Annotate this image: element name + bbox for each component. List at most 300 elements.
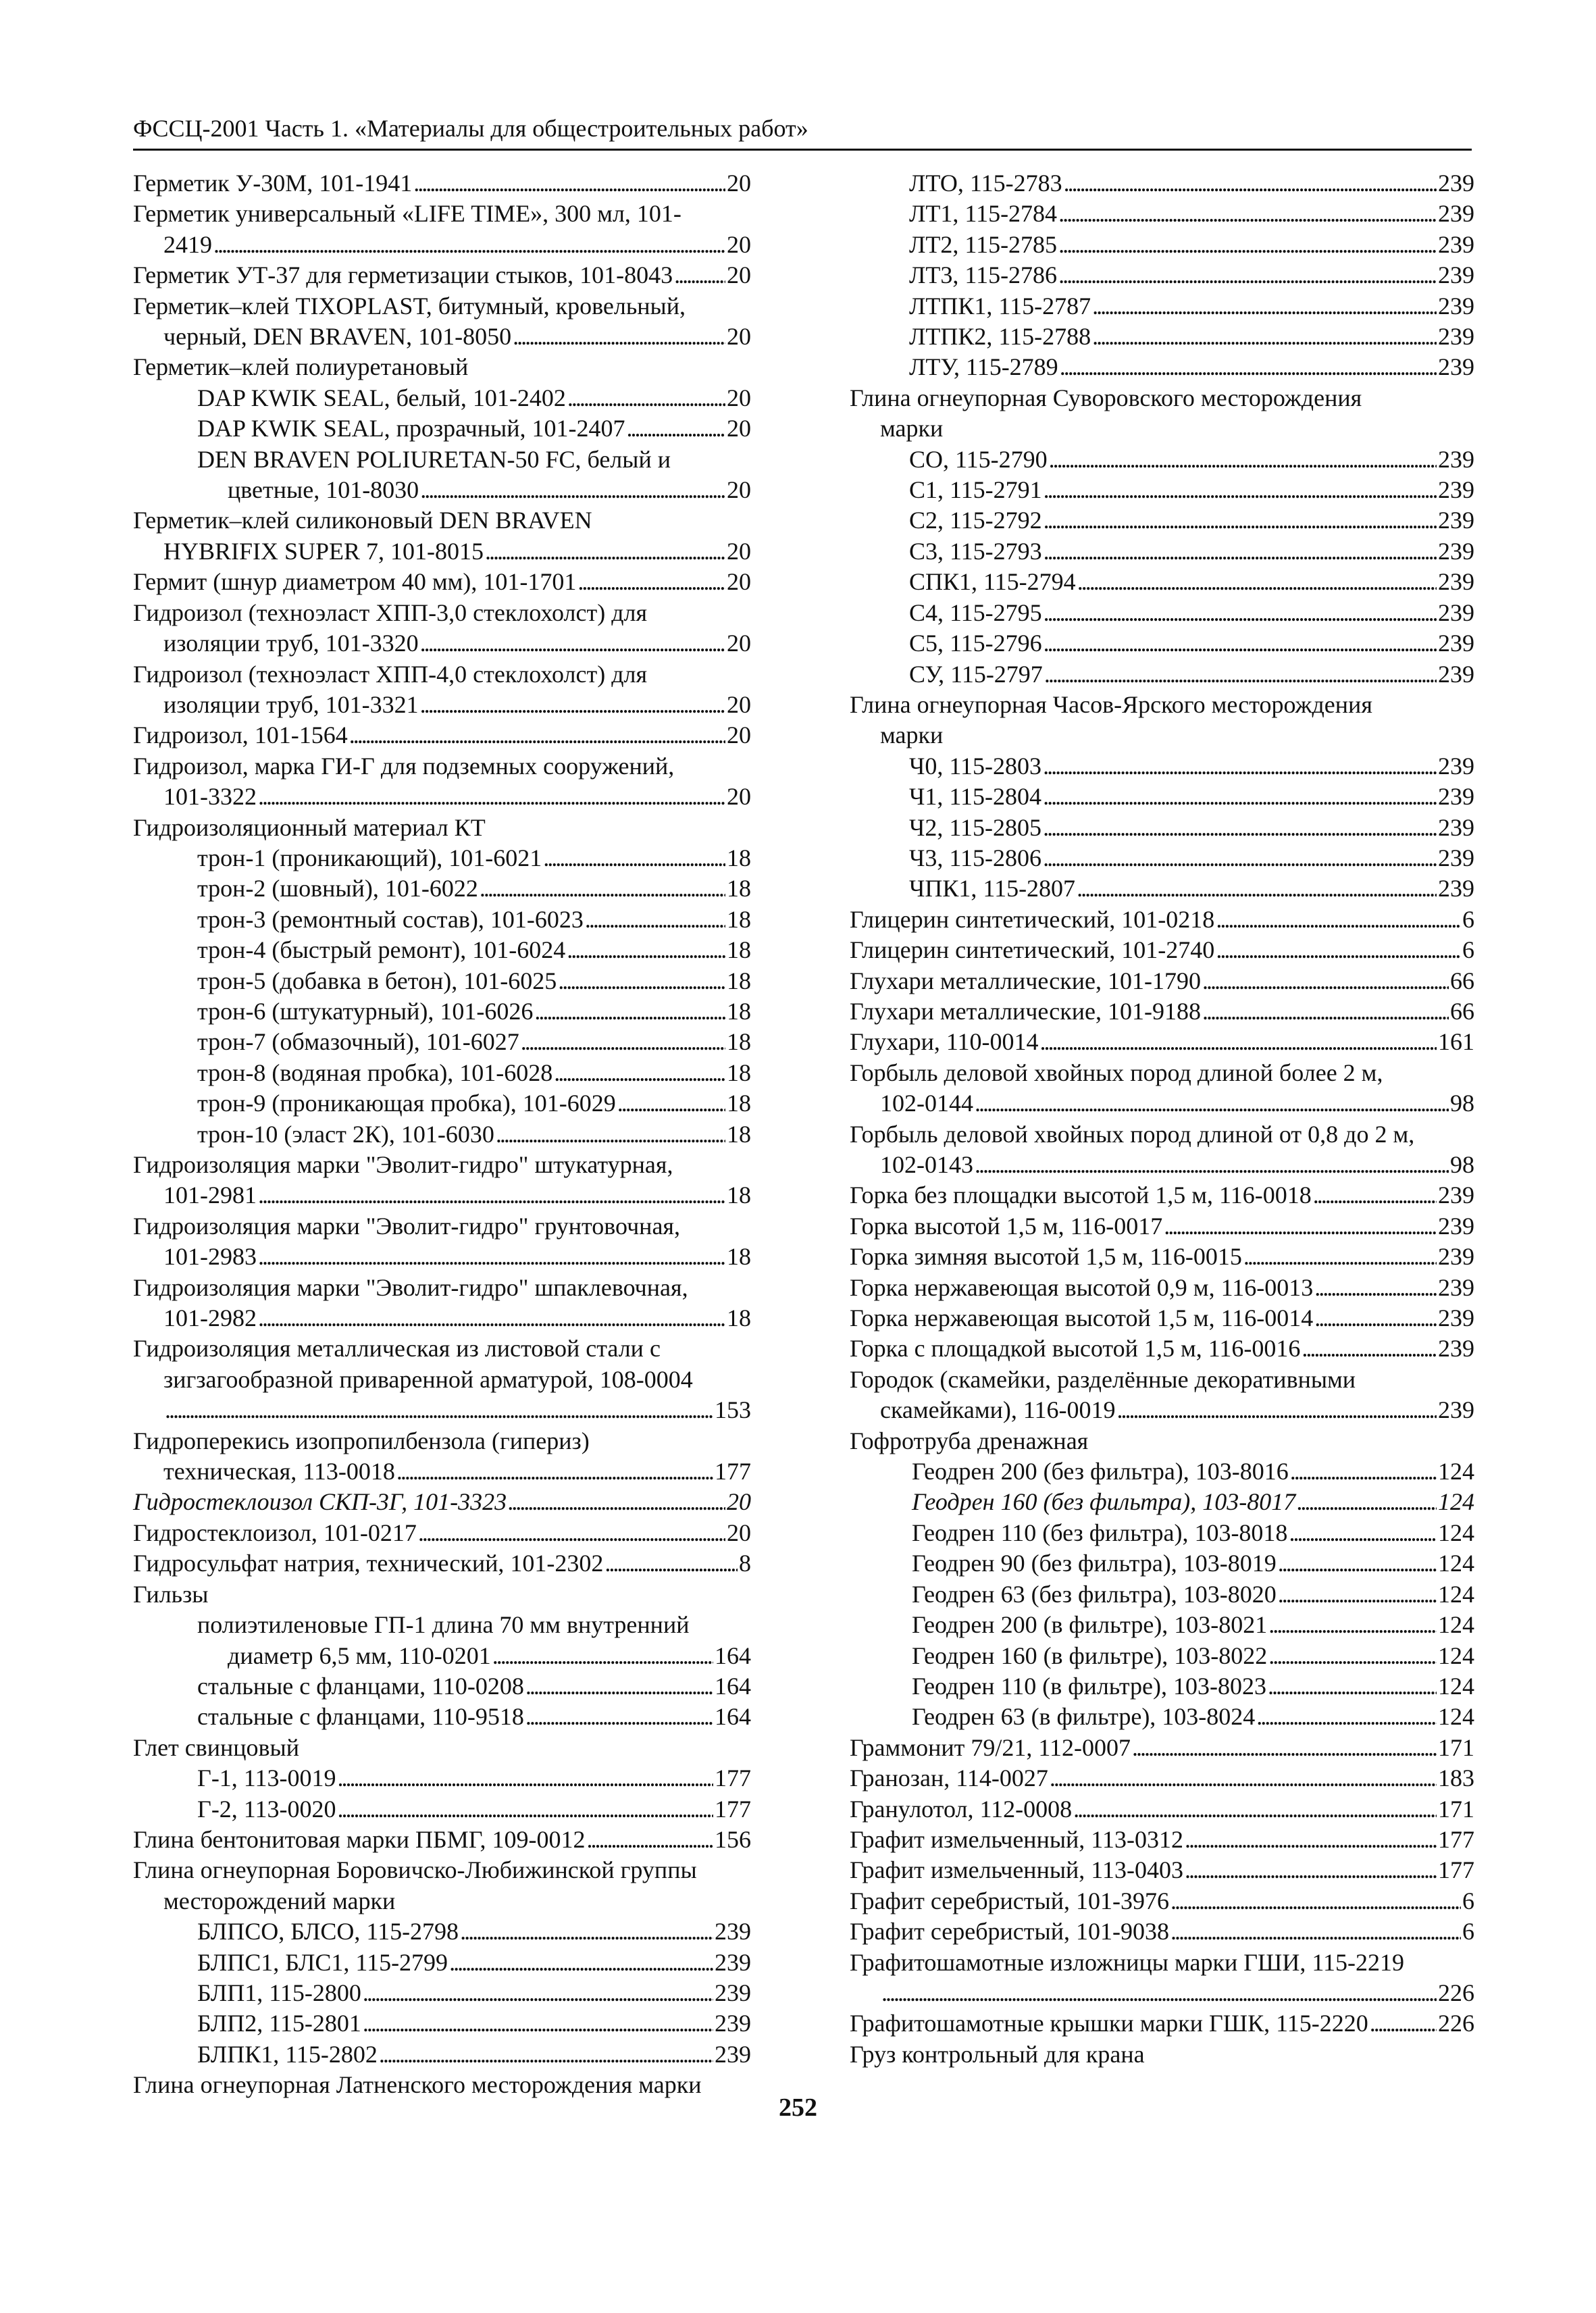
entry-line bbox=[912, 1548, 1474, 1579]
entry-page: 6 bbox=[1462, 936, 1474, 964]
entry-page: 239 bbox=[1438, 752, 1474, 780]
leader-dots bbox=[1049, 444, 1437, 475]
index-entry bbox=[850, 1426, 1474, 1456]
entry-page: 239 bbox=[1438, 630, 1474, 657]
leader-dots bbox=[1278, 1579, 1437, 1610]
entry-page: 239 bbox=[1438, 445, 1474, 473]
entry-text: Глина огнеупорная Часов-Ярского месторождения bbox=[850, 690, 1372, 718]
leader-dots bbox=[1044, 628, 1437, 659]
index-entry bbox=[850, 536, 1474, 567]
leader-dots bbox=[213, 230, 725, 260]
index-entry bbox=[133, 2039, 751, 2070]
entry-line bbox=[850, 1733, 1474, 1763]
entry-page: 124 bbox=[1438, 1642, 1474, 1669]
entry-text: Глина огнеупорная Боровичско-Любижинской группы bbox=[133, 1856, 697, 1884]
entry-line bbox=[850, 1088, 1474, 1119]
entry-page: 171 bbox=[1438, 1733, 1474, 1761]
entry-line bbox=[197, 966, 751, 996]
entry-line bbox=[909, 751, 1474, 782]
entry-text: Горка зимняя высотой 1,5 м, 116-0015 bbox=[850, 1243, 1242, 1271]
entry-line bbox=[197, 1641, 751, 1671]
entry-text: трон-3 (ремонтный состав), 101-6023 bbox=[197, 905, 584, 933]
entry-page: 177 bbox=[715, 1764, 751, 1792]
leader-dots bbox=[558, 966, 725, 996]
entry-text: Граммонит 79/21, 112-0007 bbox=[850, 1733, 1131, 1761]
entry-text: Герметик универсальный «LIFE TIME», 300 мл, 101- bbox=[133, 200, 681, 228]
entry-line bbox=[133, 813, 751, 843]
entry-page: 226 bbox=[1438, 2010, 1474, 2037]
index-entry bbox=[133, 1579, 751, 1610]
index-entry bbox=[850, 1518, 1474, 1548]
entry-text: Г-2, 113-0020 bbox=[197, 1795, 336, 1823]
entry-line bbox=[133, 322, 751, 352]
entry-text: Герметик–клей TIXOPLAST, битумный, кровельный, bbox=[133, 292, 686, 320]
entry-line bbox=[850, 935, 1474, 965]
entry-page: 239 bbox=[1438, 813, 1474, 841]
leader-dots bbox=[1243, 1242, 1437, 1272]
index-entry bbox=[850, 813, 1474, 843]
index-column-left bbox=[133, 168, 751, 2101]
entry-text: Геодрен 63 (в фильтре), 103-8024 bbox=[912, 1703, 1256, 1731]
entry-line bbox=[850, 2008, 1474, 2039]
leader-dots bbox=[534, 996, 725, 1027]
entry-text: Гранулотол, 112-0008 bbox=[850, 1795, 1073, 1823]
entry-text: Глицерин синтетический, 101-2740 bbox=[850, 936, 1215, 964]
entry-page: 66 bbox=[1450, 967, 1474, 994]
entry-page: 20 bbox=[727, 568, 751, 596]
entry-text: Горка без площадки высотой 1,5 м, 116-0018 bbox=[850, 1181, 1312, 1209]
entry-line bbox=[909, 230, 1474, 260]
leader-dots bbox=[258, 782, 725, 812]
index-entry bbox=[133, 1027, 751, 1057]
index-entry bbox=[133, 1548, 751, 1579]
entry-line bbox=[133, 1886, 751, 1916]
entry-line bbox=[909, 168, 1474, 199]
entry-text: трон-5 (добавка в бетон), 101-6025 bbox=[197, 967, 557, 994]
index-entry bbox=[133, 291, 751, 353]
entry-line bbox=[133, 260, 751, 290]
entry-page: 18 bbox=[727, 1090, 751, 1117]
index-entry bbox=[850, 2008, 1474, 2039]
entry-line bbox=[912, 1641, 1474, 1671]
entry-line bbox=[912, 1671, 1474, 1702]
leader-dots bbox=[543, 843, 725, 873]
index-entry bbox=[850, 1579, 1474, 1610]
entry-text: БЛПК1, 115-2802 bbox=[197, 2040, 378, 2068]
index-entry bbox=[133, 905, 751, 935]
entry-text: Глухари металлические, 101-1790 bbox=[850, 967, 1201, 994]
leader-dots bbox=[604, 1548, 738, 1579]
entry-text: Графит измельченный, 113-0403 bbox=[850, 1856, 1183, 1884]
entry-line bbox=[197, 1058, 751, 1088]
entry-text: полиэтиленовые ГП-1 длина 70 мм внутренний bbox=[197, 1611, 690, 1639]
entry-page: 18 bbox=[727, 1181, 751, 1209]
index-entry bbox=[133, 505, 751, 567]
index-entry bbox=[850, 659, 1474, 690]
entry-page: 18 bbox=[727, 875, 751, 903]
leader-dots bbox=[413, 168, 725, 199]
index-entry bbox=[133, 2008, 751, 2039]
leader-dots bbox=[337, 1763, 713, 1794]
entry-line bbox=[133, 1579, 751, 1610]
index-entry bbox=[850, 260, 1474, 290]
index-entry bbox=[850, 690, 1474, 751]
leader-dots bbox=[1064, 168, 1437, 199]
entry-page: 177 bbox=[715, 1458, 751, 1485]
leader-dots bbox=[485, 536, 725, 567]
entry-line bbox=[133, 1456, 751, 1487]
entry-page: 239 bbox=[1438, 170, 1474, 197]
leader-dots bbox=[567, 383, 725, 413]
index-entry bbox=[133, 751, 751, 813]
entry-page: 239 bbox=[1438, 1396, 1474, 1424]
entry-text: Городок (скамейки, разделённые декоративными bbox=[850, 1365, 1356, 1393]
entry-text: Глицерин синтетический, 101-0218 bbox=[850, 905, 1215, 933]
leader-dots bbox=[449, 1948, 713, 1978]
entry-page: 124 bbox=[1438, 1611, 1474, 1639]
entry-text: Гидросульфат натрия, технический, 101-2302 bbox=[133, 1550, 604, 1577]
entry-text: Глина бентонитовая марки ПБМГ, 109-0012 bbox=[133, 1825, 586, 1853]
entry-text: 2419 bbox=[163, 230, 212, 258]
index-entry bbox=[133, 444, 751, 506]
entry-page: 20 bbox=[727, 415, 751, 442]
entry-text: Глина огнеупорная Суворовского месторождения bbox=[850, 384, 1362, 411]
entry-text: С5, 115-2796 bbox=[909, 630, 1042, 657]
entry-page: 98 bbox=[1450, 1151, 1474, 1178]
entry-page: 124 bbox=[1438, 1580, 1474, 1608]
leader-dots bbox=[567, 935, 725, 965]
entry-line bbox=[133, 628, 751, 659]
leader-dots bbox=[1050, 1763, 1437, 1794]
index-entry bbox=[850, 782, 1474, 812]
entry-line bbox=[909, 199, 1474, 229]
entry-text: HYBRIFIX SUPER 7, 101-8015 bbox=[163, 537, 484, 565]
entry-text: DEN BRAVEN POLIURETAN-50 FC, белый и bbox=[197, 445, 671, 473]
entry-page: 177 bbox=[1438, 1825, 1474, 1853]
leader-dots bbox=[1170, 1886, 1461, 1916]
entry-page: 239 bbox=[1438, 1181, 1474, 1209]
entry-page: 239 bbox=[1438, 660, 1474, 688]
index-entry bbox=[133, 1088, 751, 1119]
entry-text: БЛПСО, БЛСО, 115-2798 bbox=[197, 1918, 459, 1946]
leader-dots bbox=[379, 2039, 713, 2070]
entry-text: Глина огнеупорная Латненского месторождения марки bbox=[133, 2071, 702, 2099]
entry-text: Гидроизол (техноэласт ХПП-3,0 стеклохолст) для bbox=[133, 599, 648, 626]
entry-line bbox=[850, 1333, 1474, 1364]
entry-page: 239 bbox=[1438, 1273, 1474, 1301]
entry-text: Герметик–клей силиконовый DEN BRAVEN bbox=[133, 507, 592, 534]
index-entry bbox=[133, 873, 751, 904]
index-entry bbox=[850, 1058, 1474, 1119]
index-entry bbox=[133, 1855, 751, 1916]
leader-dots bbox=[1073, 1794, 1437, 1825]
leader-dots bbox=[585, 905, 725, 935]
index-entry bbox=[850, 1886, 1474, 1916]
entry-line bbox=[133, 1242, 751, 1272]
entry-line bbox=[850, 413, 1474, 444]
entry-page: 164 bbox=[715, 1642, 751, 1669]
entry-page: 20 bbox=[727, 230, 751, 258]
index-entry bbox=[133, 1794, 751, 1825]
index-entry bbox=[133, 1211, 751, 1273]
entry-line bbox=[909, 782, 1474, 812]
entry-page: 239 bbox=[715, 2040, 751, 2068]
entry-text: Геодрен 110 (в фильтре), 103-8023 bbox=[912, 1672, 1266, 1700]
index-entry bbox=[133, 935, 751, 965]
entry-line bbox=[133, 1180, 751, 1211]
entry-page: 239 bbox=[1438, 353, 1474, 381]
index-entry bbox=[133, 1426, 751, 1488]
leader-dots bbox=[1278, 1548, 1437, 1579]
entry-line bbox=[909, 598, 1474, 628]
entry-page: 20 bbox=[727, 476, 751, 504]
entry-line bbox=[197, 2008, 751, 2039]
index-entry bbox=[133, 659, 751, 721]
leader-dots bbox=[1043, 751, 1437, 782]
leader-dots bbox=[1043, 813, 1437, 843]
entry-text: Графит серебристый, 101-9038 bbox=[850, 1918, 1169, 1946]
entry-text: 101-2982 bbox=[163, 1304, 257, 1332]
page-header: ФССЦ-2001 Часть 1. «Материалы для общестроительных работ» bbox=[133, 112, 1472, 151]
leader-dots bbox=[1044, 598, 1437, 628]
entry-text: С1, 115-2791 bbox=[909, 476, 1042, 504]
entry-page: 239 bbox=[715, 1979, 751, 2006]
entry-line bbox=[197, 1088, 751, 1119]
leader-dots bbox=[586, 1825, 713, 1855]
entry-text: трон-4 (быстрый ремонт), 101-6024 bbox=[197, 936, 566, 964]
index-entry bbox=[850, 1702, 1474, 1732]
entry-line bbox=[850, 1763, 1474, 1794]
entry-text: ЛТ1, 115-2784 bbox=[909, 200, 1058, 228]
entry-page: 177 bbox=[715, 1795, 751, 1823]
entry-line bbox=[133, 1395, 751, 1425]
entry-line bbox=[850, 1855, 1474, 1885]
entry-page: 239 bbox=[1438, 783, 1474, 811]
leader-dots bbox=[396, 1456, 713, 1487]
entry-text: ЛТ2, 115-2785 bbox=[909, 230, 1058, 258]
entry-line bbox=[197, 996, 751, 1027]
entry-line bbox=[850, 1395, 1474, 1425]
index-entry bbox=[850, 2039, 1474, 2070]
leader-dots bbox=[617, 1088, 725, 1119]
entry-line bbox=[850, 2039, 1474, 2070]
entry-text: БЛП1, 115-2800 bbox=[197, 1979, 361, 2006]
entry-text: ЛТ3, 115-2786 bbox=[909, 261, 1058, 289]
entry-text: трон-2 (шовный), 101-6022 bbox=[197, 875, 478, 903]
index-entry bbox=[850, 1211, 1474, 1242]
leader-dots bbox=[975, 1088, 1449, 1119]
leader-dots bbox=[1185, 1825, 1437, 1855]
entry-text: марки bbox=[880, 721, 944, 749]
entry-page: 239 bbox=[1438, 1243, 1474, 1271]
index-entry bbox=[850, 1456, 1474, 1487]
entry-page: 6 bbox=[1462, 1918, 1474, 1946]
leader-dots bbox=[577, 567, 725, 597]
entry-text: Графит измельченный, 113-0312 bbox=[850, 1825, 1183, 1853]
index-entry bbox=[850, 1548, 1474, 1579]
entry-text: зигзагообразной приваренной арматурой, 108-0004 bbox=[163, 1365, 693, 1393]
entry-line bbox=[912, 1518, 1474, 1548]
entry-page: 239 bbox=[1438, 1304, 1474, 1332]
entry-page: 66 bbox=[1450, 997, 1474, 1025]
leader-dots bbox=[1289, 1518, 1437, 1548]
leader-dots bbox=[513, 322, 725, 352]
index-entry bbox=[133, 1487, 751, 1517]
entry-page: 20 bbox=[727, 384, 751, 411]
entry-line bbox=[133, 1303, 751, 1333]
entry-line bbox=[912, 1702, 1474, 1732]
index-entry bbox=[133, 598, 751, 659]
entry-line bbox=[909, 873, 1474, 904]
leader-dots bbox=[496, 1119, 725, 1150]
index-entry bbox=[850, 1763, 1474, 1794]
entry-text: ЛТПК2, 115-2788 bbox=[909, 323, 1091, 351]
entry-line bbox=[133, 352, 751, 382]
leader-dots bbox=[1314, 1273, 1437, 1303]
index-entry bbox=[850, 1733, 1474, 1763]
index-entry bbox=[850, 1610, 1474, 1640]
entry-line bbox=[133, 1733, 751, 1763]
index-entry bbox=[133, 966, 751, 996]
entry-line bbox=[133, 230, 751, 260]
entry-line bbox=[850, 966, 1474, 996]
entry-line bbox=[909, 567, 1474, 597]
entry-text: Гидроизол (техноэласт ХПП-4,0 стеклохолст) для bbox=[133, 660, 648, 688]
entry-text: трон-6 (штукатурный), 101-6026 bbox=[197, 997, 534, 1025]
index-entry bbox=[133, 1978, 751, 2008]
page-number: 252 bbox=[779, 2093, 817, 2122]
entry-line bbox=[909, 291, 1474, 322]
index-entry bbox=[850, 996, 1474, 1027]
entry-text: Герметик У-30М, 101-1941 bbox=[133, 170, 413, 197]
index-entry bbox=[133, 1671, 751, 1702]
entry-page: 124 bbox=[1438, 1458, 1474, 1485]
entry-text: месторождений марки bbox=[163, 1887, 396, 1914]
entry-text: 101-3322 bbox=[163, 783, 257, 811]
entry-page: 20 bbox=[727, 170, 751, 197]
leader-dots bbox=[363, 1978, 713, 2008]
entry-line bbox=[850, 1825, 1474, 1855]
entry-text: скамейками), 116-0019 bbox=[880, 1396, 1116, 1424]
leader-dots bbox=[1216, 935, 1461, 965]
entry-line bbox=[133, 1825, 751, 1855]
entry-page: 164 bbox=[715, 1703, 751, 1731]
index-entry bbox=[850, 505, 1474, 536]
leader-dots bbox=[626, 413, 725, 444]
entry-text: Ч0, 115-2803 bbox=[909, 752, 1042, 780]
entry-text: стальные с фланцами, 110-9518 bbox=[197, 1703, 524, 1731]
leader-dots bbox=[525, 1671, 713, 1702]
entry-text: DAP KWIK SEAL, белый, 101-2402 bbox=[197, 384, 566, 411]
entry-text: Г-1, 113-0019 bbox=[197, 1764, 336, 1792]
leader-dots bbox=[554, 1058, 725, 1088]
entry-text: Гермит (шнур диаметром 40 мм), 101-1701 bbox=[133, 568, 577, 596]
entry-page: 171 bbox=[1438, 1795, 1474, 1823]
entry-text: ЛТО, 115-2783 bbox=[909, 170, 1062, 197]
index-column-right bbox=[850, 168, 1474, 2070]
entry-line bbox=[197, 383, 751, 413]
index-entry bbox=[133, 1058, 751, 1088]
entry-page: 20 bbox=[727, 323, 751, 351]
entry-text: 102-0144 bbox=[880, 1090, 973, 1117]
entry-page: 20 bbox=[727, 783, 751, 811]
entry-text: Горбыль деловой хвойных пород длиной более 2 м, bbox=[850, 1059, 1383, 1086]
entry-line bbox=[197, 1119, 751, 1150]
leader-dots bbox=[1092, 322, 1437, 352]
leader-dots bbox=[1302, 1333, 1437, 1364]
leader-dots bbox=[525, 1702, 713, 1732]
entry-line bbox=[133, 1548, 751, 1579]
leader-dots bbox=[1132, 1733, 1437, 1763]
entry-text: Гидроизол, марка ГИ-Г для подземных сооружений, bbox=[133, 752, 675, 780]
index-entry bbox=[850, 383, 1474, 444]
entry-page: 20 bbox=[727, 630, 751, 657]
index-entry bbox=[133, 168, 751, 199]
entry-line bbox=[133, 168, 751, 199]
index-entry bbox=[850, 1487, 1474, 1517]
leader-dots bbox=[418, 1518, 725, 1548]
index-entry bbox=[850, 1916, 1474, 1947]
entry-page: 20 bbox=[727, 721, 751, 749]
leader-dots bbox=[1185, 1855, 1437, 1885]
entry-text: Геодрен 90 (без фильтра), 103-8019 bbox=[912, 1550, 1277, 1577]
entry-page: 18 bbox=[727, 1120, 751, 1148]
entry-page: 183 bbox=[1438, 1764, 1474, 1792]
leader-dots bbox=[349, 720, 725, 751]
leader-dots bbox=[1268, 1671, 1437, 1702]
entry-page: 124 bbox=[1438, 1488, 1474, 1516]
entry-page: 18 bbox=[727, 1059, 751, 1086]
entry-text: трон-1 (проникающий), 101-6021 bbox=[197, 844, 542, 871]
leader-dots bbox=[975, 1150, 1449, 1180]
entry-page: 239 bbox=[1438, 323, 1474, 351]
entry-text: ЛТУ, 115-2789 bbox=[909, 353, 1058, 381]
entry-line bbox=[912, 1456, 1474, 1487]
entry-line bbox=[133, 1518, 751, 1548]
index-entry bbox=[850, 1825, 1474, 1855]
leader-dots bbox=[1313, 1180, 1437, 1211]
leader-dots bbox=[492, 1641, 713, 1671]
entry-page: 124 bbox=[1438, 1519, 1474, 1546]
entry-line bbox=[197, 2039, 751, 2070]
entry-page: 239 bbox=[1438, 476, 1474, 504]
entry-text: 101-2981 bbox=[163, 1181, 257, 1209]
index-entry bbox=[133, 1763, 751, 1794]
entry-line bbox=[197, 1671, 751, 1702]
entry-line bbox=[850, 1303, 1474, 1333]
entry-line bbox=[909, 536, 1474, 567]
entry-text: Гидроизоляция марки "Эволит-гидро" шпаклевочная, bbox=[133, 1273, 688, 1301]
index-entry bbox=[850, 1671, 1474, 1702]
entry-page: 20 bbox=[727, 537, 751, 565]
index-entry bbox=[133, 1333, 751, 1425]
entry-page: 124 bbox=[1438, 1550, 1474, 1577]
leader-dots bbox=[1297, 1487, 1437, 1517]
entry-line bbox=[850, 1794, 1474, 1825]
index-entry bbox=[133, 996, 751, 1027]
entry-line bbox=[197, 1948, 751, 1978]
entry-line bbox=[850, 1273, 1474, 1303]
index-entry bbox=[850, 628, 1474, 659]
entry-text: Геодрен 63 (без фильтра), 103-8020 bbox=[912, 1580, 1277, 1608]
entry-text: DAP KWIK SEAL, прозрачный, 101-2407 bbox=[197, 415, 625, 442]
entry-page: 239 bbox=[1438, 1212, 1474, 1240]
entry-page: 239 bbox=[1438, 200, 1474, 228]
index-entry bbox=[133, 1702, 751, 1732]
entry-text: СО, 115-2790 bbox=[909, 445, 1048, 473]
index-entry bbox=[850, 1948, 1474, 2009]
entry-line bbox=[850, 1150, 1474, 1180]
